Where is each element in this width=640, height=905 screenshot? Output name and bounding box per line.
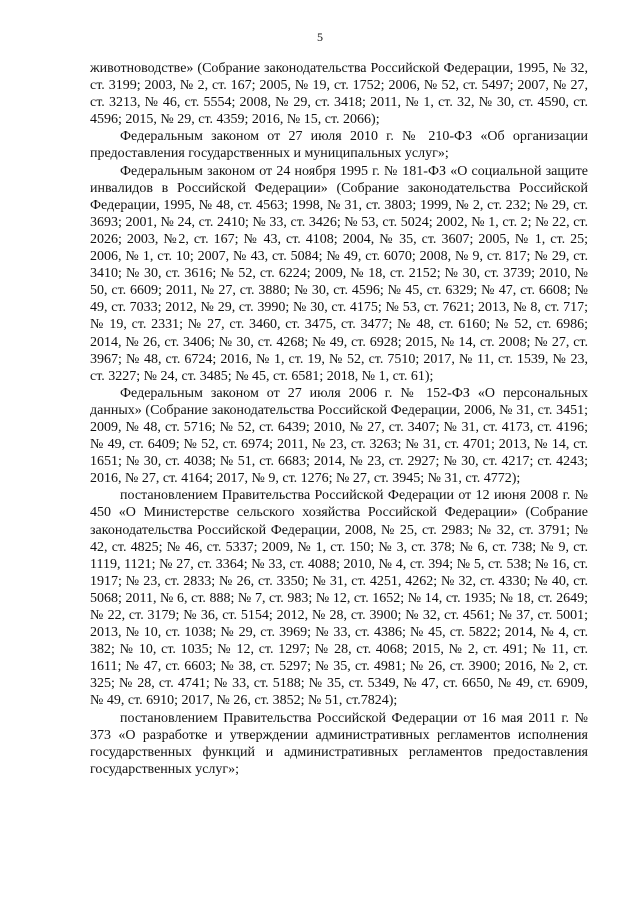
paragraph-livestock-law-continuation: животноводстве» (Собрание законодательства Российской Федерации, 1995, № 32, ст. 3199; 2003, № 2, ст. 167; 2005, № 19, ст. 1752; 2006, № 52, ст. 5497; 2007, № 27, ст. 3213, № 46, ст. 5554; 2008, № 29, ст. 3418; 2011, № 1, ст. 32, № 30, ст. 4590, ст. 4596; 2015, № 29, ст. 4359; 2016, № 15, ст. 2066);	[90, 61, 588, 128]
page-number: 5	[317, 30, 323, 44]
paragraph-resolution-373: постановлением Правительства Российской Федерации от 16 мая 2011 г. № 373 «О разработке и утверждении административных регламентов исполнения государственных функций и административных регламентов предоставления государственных услуг»;	[90, 710, 588, 777]
paragraph-law-181-fz: Федеральным законом от 24 ноября 1995 г. № 181-ФЗ «О социальной защите инвалидов в Российской Федерации» (Собрание законодательства Российской Федерации, 1995, № 48, ст. 4563; 1998, № 31, ст. 3803; 1999, № 2, ст. 232; № 29, ст. 3693; 2001, № 24, ст. 2410; № 33, ст. 3426; № 53, ст. 5024; 2002, № 1, ст. 2; № 22, ст. 2026; 2003, №2, ст. 167; № 43, ст. 4108; 2004, № 35, ст. 3607; 2005, № 1, ст. 25; 2006, № 1, ст. 10; 2007, № 43, ст. 5084; № 49, ст. 6070; 2008, № 9, ст. 817; № 29, ст. 3410; № 30, ст. 3616; № 52, ст. 6224; 2009, № 18, ст. 2152; № 30, ст. 3739; 2010, № 50, ст. 6609; 2011, № 27, ст. 3880; № 30, ст. 4596; № 45, ст. 6329; № 47, ст. 6608; № 49, ст. 7033; 2012, № 29, ст. 3990; № 30, ст. 4175; № 53, ст. 7621; 2013, № 8, ст. 717; № 19, ст. 2331; № 27, ст. 3460, ст. 3475, ст. 3477; № 48, ст. 6160; № 52, ст. 6986; 2014, № 26, ст. 3406; № 30, ст. 4268; № 49, ст. 6928; 2015, № 14, ст. 2008; № 27, ст. 3967; № 48, ст. 6724; 2016, № 1, ст. 19, № 52, ст. 7510; 2017, № 11, ст. 1539, № 23, ст. 3227; № 24, ст. 3485; № 45, ст. 6581; 2018, № 1, ст. 61);	[90, 163, 588, 384]
paragraph-law-210-fz: Федеральным законом от 27 июля 2010 г. № 210-ФЗ «Об организации предоставления государственных и муниципальных услуг»;	[90, 129, 588, 162]
paragraph-law-152-fz: Федеральным законом от 27 июля 2006 г. № 152-ФЗ «О персональных данных» (Собрание законодательства Российской Федерации, 2006, № 31, ст. 3451; 2009, № 48, ст. 5716; № 52, ст. 6439; 2010, № 27, ст. 3407; № 31, ст. 4173, ст. 4196; № 49, ст. 6409; № 52, ст. 6974; 2011, № 23, ст. 3263; № 31, ст. 4701; 2013, № 14, ст. 1651; № 30, ст. 4038; № 51, ст. 6683; 2014, № 23, ст. 2927; № 30, ст. 4217; ст. 4243; 2016, № 27, ст. 4164; 2017, № 9, ст. 1276; № 27, ст. 3945; № 31, ст. 4772);	[90, 385, 588, 487]
document-body	[90, 60, 588, 778]
paragraph-resolution-450: постановлением Правительства Российской Федерации от 12 июня 2008 г. № 450 «О Министерстве сельского хозяйства Российской Федерации» (Собрание законодательства Российской Федерации, 2008, № 25, ст. 2983; № 32, ст. 3791; № 42, ст. 4825; № 46, ст. 5337; 2009, № 1, ст. 150; № 3, ст. 378; № 6, ст. 738; № 9, ст. 1119, 1121; № 27, ст. 3364; № 33, ст. 4088; 2010, № 4, ст. 394; № 5, ст. 538; № 16, ст. 1917; № 23, ст. 2833; № 26, ст. 3350; № 31, ст. 4251, 4262; № 32, ст. 4330; № 40, ст. 5068; 2011, № 6, ст. 888; № 7, ст. 983; № 12, ст. 1652; № 14, ст. 1935; № 18, ст. 2649; № 22, ст. 3179; № 36, ст. 5154; 2012, № 28, ст. 3900; № 32, ст. 4561; № 37, ст. 5001; 2013, № 10, ст. 1038; № 29, ст. 3969; № 33, ст. 4386; № 45, ст. 5822; 2014, № 4, ст. 382; № 10, ст. 1035; № 12, ст. 1297; № 28, ст. 4068; 2015, № 2, ст. 491; № 11, ст. 1611; № 47, ст. 6603; № 38, ст. 5297; № 35, ст. 4981; № 26, ст. 3900; 2016, № 2, ст. 325; № 28, ст. 4741; № 33, ст. 5188; № 35, ст. 5349, № 47, ст. 6650, № 49, ст. 6909, № 49, ст. 6910; 2017, № 26, ст. 3852; № 51, ст.7824);	[90, 488, 588, 709]
